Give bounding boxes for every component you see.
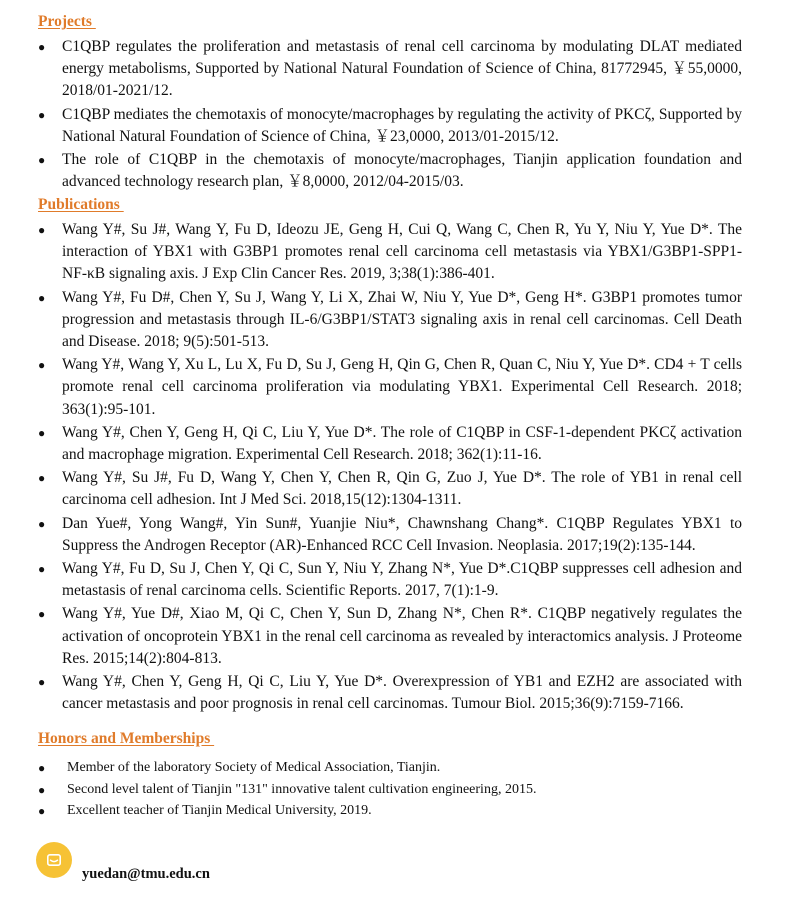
bullet-icon: ● xyxy=(38,516,46,531)
list-item xyxy=(0,801,747,821)
honor-text: Second level talent of Tianjin "131" innovative talent cultivation engineering, 2015. xyxy=(67,781,537,797)
projects-heading: Projects xyxy=(38,13,96,30)
project-text: C1QBP regulates the proliferation and metastasis of renal cell carcinoma by modulating DLAT mediated energy metabolisms, Supported by National Natural Foundation of Science of China, 81772945, ￥55,0000, 2018/01-2021/12. xyxy=(62,38,742,100)
list-item xyxy=(0,287,742,354)
publication-text: Wang Y#, Wang Y, Xu L, Lu X, Fu D, Su J, Geng H, Qin G, Chen R, Quan C, Niu Y, Yue D*. CD4 + T cells promote renal cell carcinoma proliferation via modulating YBX1. Experimental Cell Research. 2018; 363(1):95-101. xyxy=(62,356,742,418)
bullet-icon: ● xyxy=(38,471,46,486)
list-item xyxy=(0,513,742,557)
honors-heading: Honors and Memberships xyxy=(38,730,215,747)
list-item xyxy=(0,467,742,511)
email-icon xyxy=(36,842,72,878)
bullet-icon: ● xyxy=(38,607,46,622)
publication-text: Wang Y#, Chen Y, Geng H, Qi C, Liu Y, Yue D*. The role of C1QBP in CSF-1-dependent PKCζ activation and macrophage migration. Experimental Cell Research. 2018; 362(1):11-16. xyxy=(62,423,742,464)
honor-text: Excellent teacher of Tianjin Medical University, 2019. xyxy=(67,803,372,818)
project-text: The role of C1QBP in the chemotaxis of monocyte/macrophages, Tianjin application foundation and advanced technology research plan, ￥8,0000, 2012/04-2015/03. xyxy=(62,151,742,191)
publication-text: Wang Y#, Yue D#, Xiao M, Qi C, Chen Y, Sun D, Zhang N*, Chen R*. C1QBP negatively regulates the activation of oncoprotein YBX1 in the renal cell carcinoma as revealed by interactomics analysis. J Proteome Res. 2015;14(2):804-813. xyxy=(62,605,742,667)
publication-text: Wang Y#, Fu D, Su J, Chen Y, Qi C, Sun Y, Niu Y, Zhang N*, Yue D*.C1QBP suppresses cell adhesion and metastasis of renal carcinoma cells. Scientific Reports. 2017, 7(1):1-9. xyxy=(62,560,742,600)
publication-text: Wang Y#, Chen Y, Geng H, Qi C, Liu Y, Yue D*. Overexpression of YB1 and EZH2 are associated with cancer metastasis and poor prognosis in renal cell carcinomas. Tumour Biol. 2015;36(9):7159-7166. xyxy=(62,673,742,713)
bullet-icon: ● xyxy=(38,290,46,305)
list-item xyxy=(0,36,742,103)
list-item xyxy=(0,758,747,778)
envelope-icon xyxy=(47,854,61,866)
bullet-icon: ● xyxy=(38,40,46,54)
project-text: C1QBP mediates the chemotaxis of monocyte/macrophages by regulating the activity of PKCζ, Supported by National Natural Foundation of Science of China, ￥23,0000, 2013/01-2015/12. xyxy=(62,105,742,145)
list-item xyxy=(0,354,742,421)
list-item xyxy=(0,104,742,148)
bullet-icon: ● xyxy=(38,358,46,373)
list-item xyxy=(0,603,742,670)
email-address[interactable]: yuedan@tmu.edu.cn xyxy=(82,866,210,882)
honors-list xyxy=(0,758,747,823)
bullet-icon: ● xyxy=(38,153,46,168)
bullet-icon: ● xyxy=(38,425,46,440)
list-item xyxy=(0,422,742,466)
bullet-icon: ● xyxy=(38,223,46,237)
list-item xyxy=(0,558,742,602)
bullet-icon: ● xyxy=(38,782,46,797)
publications-heading: Publications xyxy=(38,196,124,213)
list-item xyxy=(0,671,742,715)
list-item xyxy=(0,149,742,193)
bullet-icon: ● xyxy=(38,675,46,690)
bullet-icon: ● xyxy=(38,562,46,577)
bullet-icon: ● xyxy=(38,804,46,818)
list-item xyxy=(0,780,747,800)
list-item xyxy=(0,219,742,286)
bullet-icon: ● xyxy=(38,761,46,775)
honor-text: Member of the laboratory Society of Medical Association, Tianjin. xyxy=(67,760,441,775)
publication-text: Wang Y#, Su J#, Wang Y, Fu D, Ideozu JE, Geng H, Cui Q, Wang C, Chen R, Yu Y, Niu Y, Yue D*. The interaction of YBX1 with G3BP1 promotes renal cell carcinoma cell metastasis via YBX1/G3BP1-SPP1- NF-κB signaling axis. J Exp Clin Cancer Res. 2019, 3;38(1):386-401. xyxy=(62,221,742,283)
publications-list xyxy=(0,219,742,716)
publication-text: Dan Yue#, Yong Wang#, Yin Sun#, Yuanjie Niu*, Chawnshang Chang*. C1QBP Regulates YBX1 to Suppress the Androgen Receptor (AR)-Enhanced RCC Cell Invasion. Neoplasia. 2017;19(2):135-144. xyxy=(62,514,742,554)
bullet-icon: ● xyxy=(38,107,46,122)
publication-text: Wang Y#, Fu D#, Chen Y, Su J, Wang Y, Li X, Zhai W, Niu Y, Yue D*, Geng H*. G3BP1 promotes tumor progression and metastasis through IL-6/G3BP1/STAT3 signaling axis in renal cell carcinomas. Cell Death and Disease. 2018; 9(5):501-513. xyxy=(62,288,742,351)
projects-list xyxy=(0,36,742,194)
publication-text: Wang Y#, Su J#, Fu D, Wang Y, Chen Y, Chen R, Qin G, Zuo J, Yue D*. The role of YB1 in renal cell carcinoma cell adhesion. Int J Med Sci. 2018,15(12):1304-1311. xyxy=(62,469,742,509)
